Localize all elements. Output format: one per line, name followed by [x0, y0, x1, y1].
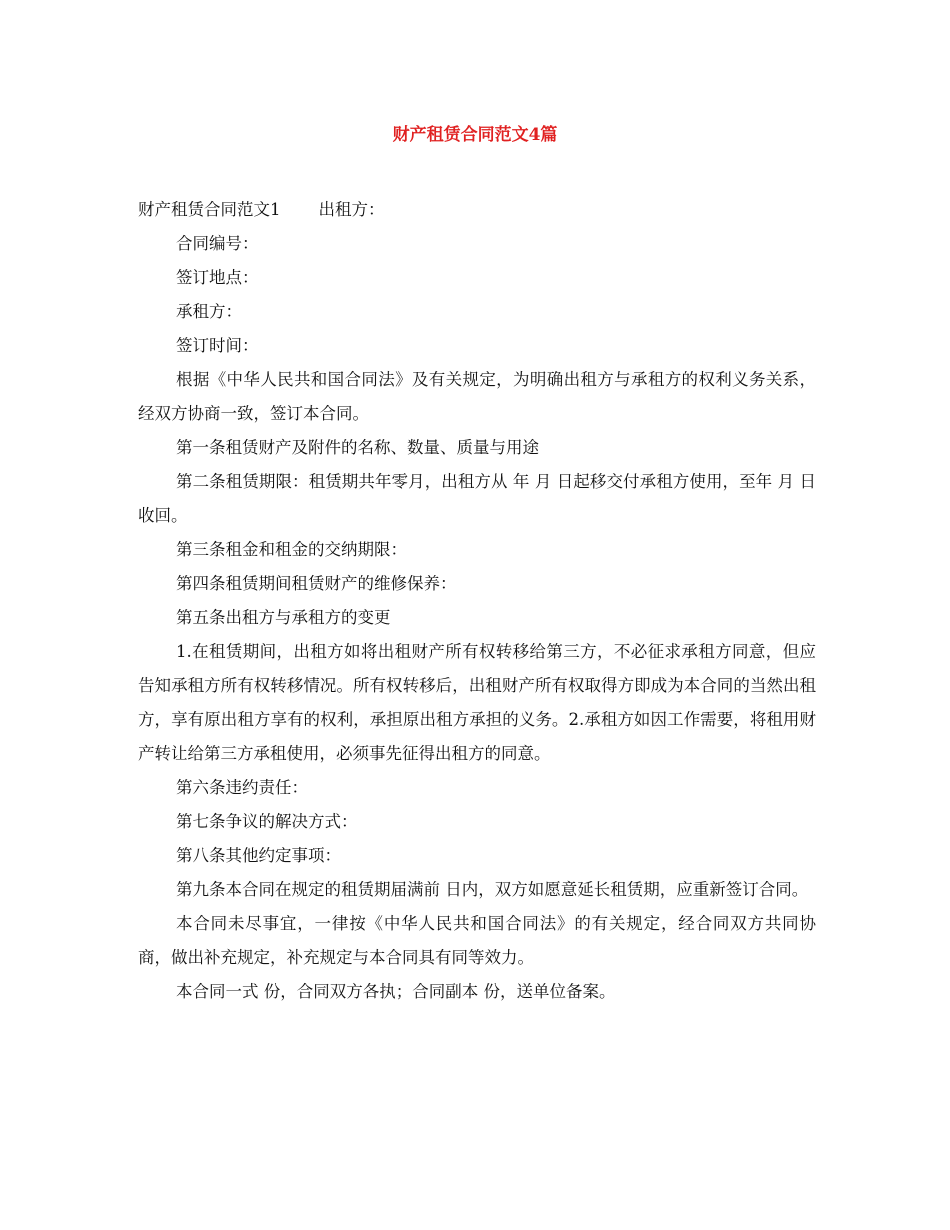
document-title: 财产租赁合同范文4篇: [392, 125, 558, 145]
signing-time-line: 签订时间：: [176, 336, 259, 355]
lessee-line: 承租方：: [176, 302, 242, 321]
article-4: 第四条租赁期间租赁财产的维修保养：: [176, 574, 457, 593]
first-line: [138, 193, 816, 227]
document-body: [138, 193, 816, 1009]
article-1: 第一条租赁财产及附件的名称、数量、质量与用途: [176, 438, 539, 457]
article-5-detail: 1.在租赁期间，出租方如将出租财产所有权转移给第三方，不必征求承租方同意，但应告知承租方所有权转移情况。所有权转移后，出租财产所有权取得方即成为本合同的当然出租方，享有原出租方享有的权利，承担原出租方承担的义务。2.承租方如因工作需要，将租用财产转让给第三方承租使用，必须事先征得出租方的同意。: [138, 642, 816, 763]
signing-place-line: 签订地点：: [176, 268, 259, 287]
article-5: 第五条出租方与承租方的变更: [176, 608, 391, 627]
article-6: 第六条违约责任：: [176, 778, 308, 797]
supplementary-clause: 本合同未尽事宜，一律按《中华人民共和国合同法》的有关规定，经合同双方共同协商，做出补充规定，补充规定与本合同具有同等效力。: [138, 914, 816, 967]
article-9: 第九条本合同在规定的租赁期届满前 日内，双方如愿意延长租赁期，应重新签订合同。: [176, 880, 809, 899]
copies-clause: 本合同一式 份，合同双方各执；合同副本 份，送单位备案。: [176, 982, 616, 1001]
article-7: 第七条争议的解决方式：: [176, 812, 358, 831]
preamble-paragraph: 根据《中华人民共和国合同法》及有关规定，为明确出租方与承租方的权利义务关系，经双方协商一致，签订本合同。: [138, 370, 816, 423]
contract-heading: 财产租赁合同范文1: [138, 200, 281, 219]
article-3: 第三条租金和租金的交纳期限：: [176, 540, 407, 559]
lessor-label: 出租方：: [318, 200, 385, 219]
article-2: 第二条租赁期限：租赁期共年零月，出租方从 年 月 日起移交付承租方使用，至年 月 日收回。: [138, 472, 816, 525]
contract-number-line: 合同编号：: [176, 234, 259, 253]
article-8: 第八条其他约定事项：: [176, 846, 341, 865]
